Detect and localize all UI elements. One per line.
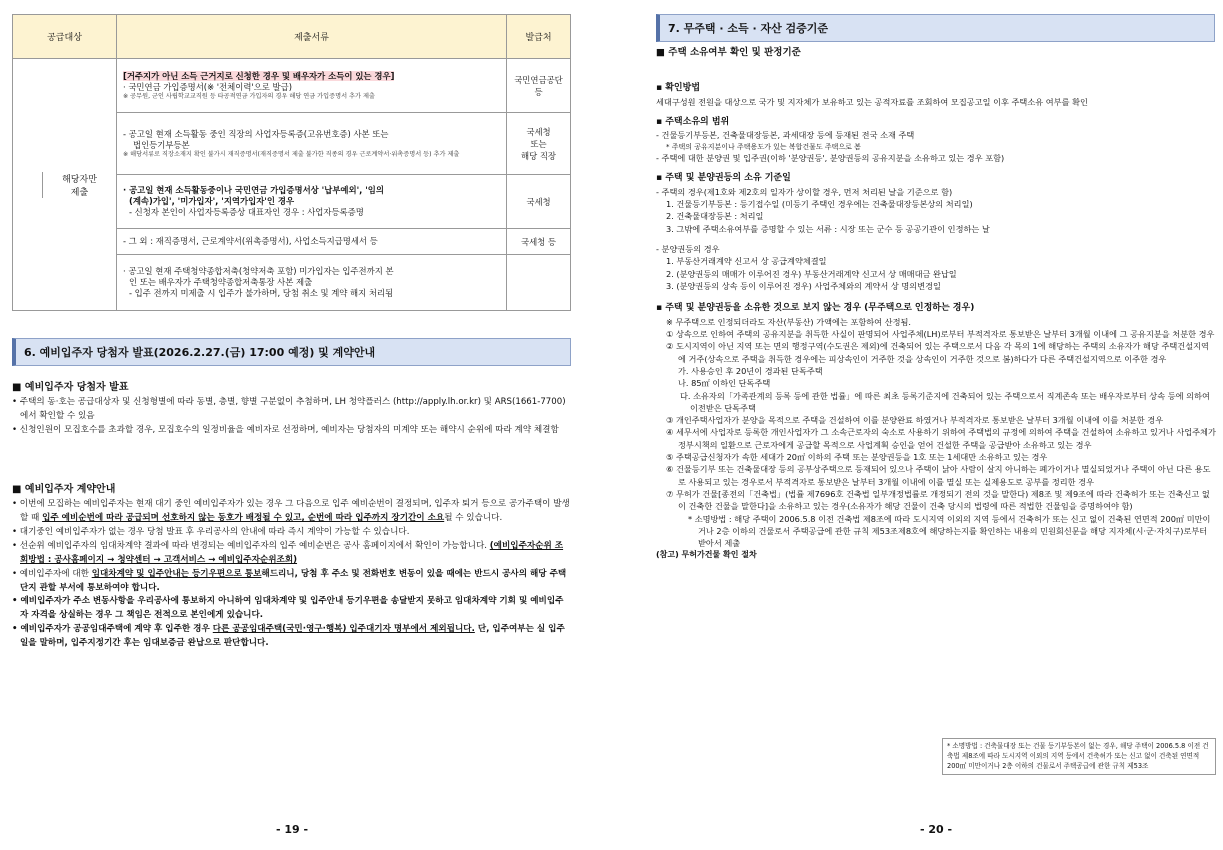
issuer-cell: 국세청 또는 해당 직장: [507, 113, 571, 175]
block-line: ③ 개인주택사업자가 분양을 목적으로 주택을 건설하여 이를 분양완료 하였거나 부적격자로 통보받은 날부터 3개월 이내에 이를 처분한 경우: [666, 415, 1164, 426]
target-cell: [13, 59, 117, 311]
block-line: 3. (분양권등의 상속 등이 이루어진 경우) 사업주체와의 계약서 상 명의변경일: [666, 280, 941, 291]
subsection-contract-title: ■ 예비입주자 계약안내: [12, 484, 116, 495]
row-line: - 입주 전까지 미제출 시 입주가 불가하며, 당첨 취소 및 계약 해지 처리됨: [129, 287, 394, 298]
row-line: 법인등기부등본: [133, 139, 190, 150]
block-line: ⑤ 주택공급신청자가 속한 세대가 20㎡ 이하의 주택 또는 분양권등을 1호 또는 1세대만 소유하고 있는 경우: [666, 452, 1048, 463]
list-item: • 신청인원이 모집호수를 초과할 경우, 모집호수의 일정비율을 예비자로 선정하며, 예비자는 당첨자의 미계약 또는 해약시 순위에 따라 계약 체결함: [12, 424, 559, 435]
list-item: • 이번에 모집하는 예비입주자는 현재 대기 중인 예비입주자가 있는 경우 그 다음으로 입주 예비순번이 결정되며, 입주자 퇴거 등으로 공가주택이 발생할 때 입주 예비순번에 따라 공급되며 선호하지 않는 동호가 배정될 수 있고, 순번에 따라 입주까지 장기간이 소요될 수 있습니다.: [12, 499, 570, 523]
subsection-ownership-title: ■ 주택 소유여부 확인 및 판정기준: [656, 47, 801, 58]
row-line: (계속)가입', '미가입자', '지역가입자'인 경우: [129, 196, 295, 207]
header-documents: 제출서류: [117, 15, 507, 59]
block-line: ⑥ 건물등기부 또는 건축물대장 등의 공부상주택으로 등재되어 있으나 주택이 낡아 사람이 살지 아니하는 폐가이거나 멸실되었거나 주택이 아닌 다른 용도로 사용되고 있는 경우로서 부적격자로 통보받은 날부터 3개월 이내에 이를 멸실 또는 실제용도로 공부를 정리한 경우: [666, 464, 1211, 487]
block-line: 다. 소유자의「가족관계의 등록 등에 관한 법률」에 따른 최초 등록기준지에 건축되어 있는 주택으로서 직계존속 또는 배우자로부터 상속 등에 의하여 이전받은 단독주택: [680, 390, 1210, 413]
block-line: - 주택의 경우(제1호와 제2호의 일자가 상이할 경우, 먼저 처리된 날을 기준으로 함): [656, 186, 953, 197]
row-line: 인 또는 배우자가 주택청약종합저축통장 사본 제출: [129, 277, 313, 288]
block-heading: ▪ 주택소유의 범위: [656, 116, 730, 127]
issuer-cell: 국세청 등: [507, 229, 571, 255]
list-item: • 주택의 동·호는 공급대상자 및 신청형별에 따라 동별, 층별, 향별 구분없이 추첨하며, LH 청약플러스 (http://apply.lh.or.kr) 및 ARS(1661-7700)에서 확인할 수 있음: [12, 397, 566, 421]
table-row: [13, 59, 571, 113]
block-line: ⑦ 무허가 건물[종전의「건축법」(법률 제7696호 건축법 일부개정법률로 개정되기 전의 것을 말한다) 제8조 및 제9조에 따라 건축허가 또는 건축신고 없이 건축한 건물을 말한다]을 소유하고 있는 경우(소유자가 해당 건물이 건축 당시의 법령에 따른 적법한 건물임을 증명하여야 함): [666, 488, 1210, 512]
block-line: * 주택의 공유지분이나 주택용도가 있는 복합건물도 주택으로 봄: [666, 142, 861, 151]
section-6-title: 6. 예비입주자 당첨자 발표(2026.2.27.(금) 17:00 예정) 및 계약안내: [12, 338, 571, 366]
block-line: ④ 세무서에 사업자로 등록한 개인사업자가 그 소속근로자의 숙소로 사용하기 위하여 주택법의 규정에 의하여 주택을 건설하여 소유하고 있거나 사업주체가 정부시책의 일환으로 근로자에게 공급할 목적으로 사업계획 승인을 얻어 건설한 주택을 공급받아 소유하고 있는 경우: [666, 427, 1216, 450]
row-line: · 공고일 현재 소득활동중이나 국민연금 가입증명서상 '납부예외', '임의: [123, 185, 384, 196]
page-number: - 20 -: [919, 823, 953, 836]
target-label: 해당자만 제출: [62, 174, 97, 198]
block-line: 2. (분양권등의 매매가 이루어진 경우) 부동산거래계약 신고서 상 매매대금 완납일: [666, 268, 957, 279]
page-20: [656, 0, 1216, 850]
row-line: - 공고일 현재 소득활동 중인 직장의 사업자등록증(고유번호증) 사본 또는: [123, 128, 389, 139]
block-heading: ▪ 확인방법: [656, 83, 701, 93]
row-note: ※ 해당서류로 직장소재지 확인 불가시 재직증명서(재직증명서 제출 불가한 직종의 경우 근로계약서·위촉증명서 등) 추가 제출: [123, 150, 460, 158]
list-item: • 대기중인 예비입주자가 없는 경우 당첨 발표 후 우리공사의 안내에 따라 즉시 계약이 가능할 수 있습니다.: [12, 526, 410, 537]
block-line: 세대구성원 전원을 대상으로 국가 및 지자체가 보유하고 있는 공적자료를 조회하여 모집공고일 이후 주택소유 여부를 확인: [656, 96, 1088, 107]
block-line: - 주택에 대한 분양권 및 입주권(이하 '분양권등', 분양권등의 공유지분을 소유하고 있는 경우 포함): [656, 153, 1005, 164]
block-line: 2. 건축물대장등본 : 처리일: [666, 211, 764, 222]
list-item: • 선순위 예비입주자의 임대차계약 결과에 따라 변경되는 예비입주자의 입주 예비순번은 공사 홈페이지에서 확인이 가능합니다. (예비입주자순위 조회방법 : 공사홈페이지 → 청약센터 → 고객서비스 → 예비입주자순위조회): [12, 540, 564, 565]
reference-box: * 소명방법 : 건축물대장 또는 건물 등기부등본이 없는 경우, 해당 주택이 2006.5.8 이전 건축법 제8조에 따라 도시지역 이외의 지역 등에서 건축허가 또는 신고 없이 건축된 연면적 200㎡ 미만이거나 2층 이하의 건물로서 주택공급에 관한 규칙 제53조: [942, 738, 1216, 775]
block-line: 1. 부동산거래계약 신고서 상 공급계약체결일: [666, 256, 827, 267]
header-issuer: 발급처: [507, 15, 571, 59]
block-line: - 분양권등의 경우: [656, 244, 720, 255]
list-item: • 예비입주자가 공공임대주택에 계약 후 입주한 경우 다른 공공임대주택(국민·영구·행복) 입주대기자 명부에서 제외됩니다. 단, 입주여부는 실 입주일을 말하며, 입주지정기간 후는 임대보증금 완납으로 판단합니다.: [12, 624, 565, 649]
block-line: * 소명방법 : 해당 주택이 2006.5.8 이전 건축법 제8조에 따라 도시지역 이외의 지역 등에서 건축허가 또는 신고 없이 건축된 연면적 200㎡ 미만이거나 2층 이하의 건물로서 주택공급에 관한 규칙 제53조제8호에 해당하는지를 확인하는 내용의 민원회신문을 해당 지자체(시·군·자치구)로부터 받아서 제출: [688, 513, 1211, 549]
section-7-title: 7. 무주택 · 소득 · 자산 검증기준: [656, 14, 1215, 42]
header-target: 공급대상: [13, 15, 117, 59]
page-number: - 19 -: [275, 823, 309, 836]
block-heading: ▪ 주택 및 분양권등의 소유 기준일: [656, 173, 791, 184]
block-line: - 건물등기부등본, 건축물대장등본, 과세대장 등에 등재된 전국 소재 주택: [656, 130, 915, 141]
row-title: [거주지가 아닌 소득 근거지로 신청한 경우 및 배우자가 소득이 있는 경우]: [123, 70, 395, 81]
issuer-cell: 국세청: [507, 175, 571, 229]
block-line: 3. 그밖에 주택소유여부를 증명할 수 있는 서류 : 시장 또는 군수 등 공공기관이 인정하는 날: [666, 223, 990, 234]
documents-table: [12, 14, 571, 311]
subsection-winners-title: ■ 예비입주자 당첨자 발표: [12, 382, 129, 393]
block-line: 나. 85㎡ 이하인 단독주택: [678, 378, 771, 389]
contract-list: [12, 498, 571, 651]
issuer-cell: [507, 255, 571, 311]
ownership-content: [656, 80, 1216, 561]
issuer-cell: 국민연금공단 등: [507, 59, 571, 113]
page-19: [12, 0, 572, 850]
row-line: - 신청자 본인이 사업자등록증상 대표자인 경우 : 사업자등록증명: [129, 206, 364, 217]
block-line: ※ 무주택으로 인정되더라도 자산(부동산) 가액에는 포함하여 산정됨.: [666, 316, 912, 327]
reference-title: (참고) 무허가건물 확인 절차: [656, 550, 757, 560]
block-line: 1. 건물등기부등본 : 등기접수일 (미등기 주택인 경우에는 건축물대장등본상의 처리일): [666, 199, 973, 210]
row-note: ※ 공무원, 군인 사립학교교직원 등 타공적연금 가입자의 경우 해당 연금 가입증명서 추가 제출: [123, 92, 375, 100]
block-line: ① 상속으로 인하여 주택의 공유지분을 취득한 사실이 판명되어 사업주체(LH)로부터 부적격자로 통보받은 날부터 3개월 이내에 그 공유지분을 처분한 경우: [666, 329, 1215, 340]
row-line: · 국민연금 가입증명서(※ '전체이력'으로 발급): [123, 81, 293, 92]
block-heading: ▪ 주택 및 분양권등을 소유한 것으로 보지 않는 경우 (무주택으로 인정하는 경우): [656, 303, 975, 314]
winners-list: [12, 396, 571, 438]
block-line: 가. 사용승인 후 20년이 경과된 단독주택: [678, 365, 823, 376]
list-item: • 예비입주자에 대한 임대차계약 및 입주안내는 등기우편으로 통보해드리니, 당첨 후 주소 및 전화번호 변동이 있을 때에는 반드시 공사의 해당 주택단지 관할 부서에 통보하여야 합니다.: [12, 568, 567, 593]
row-line: - 그 외 : 재직증명서, 근로계약서(위촉증명서), 사업소득지급명세서 등: [123, 236, 378, 247]
table-header-row: [13, 15, 571, 59]
indent-column: [13, 172, 43, 198]
block-line: ② 도시지역이 아닌 지역 또는 면의 행정구역(수도권은 제외)에 건축되어 있는 주택으로서 다음 각 목의 1에 해당하는 주택의 소유자가 해당 주택건설지역에 거주(상속으로 주택을 취득한 경우에는 피상속인이 거주한 것을 상속인이 거주한 것으로 봄)하다가 다른 주택건설지역으로 이주한 경우: [666, 341, 1209, 364]
list-item: • 예비입주자가 주소 변동사항을 우리공사에 통보하지 아니하여 임대차계약 및 입주안내 등기우편을 송달받지 못하고 임대차계약 기회 및 예비입주자 자격을 상실하는 경우 그 책임은 전적으로 본인에게 있습니다.: [12, 596, 564, 621]
row-line: · 공고일 현재 주택청약종합저축(청약저축 포함) 미가입자는 입주전까지 본: [123, 266, 394, 277]
